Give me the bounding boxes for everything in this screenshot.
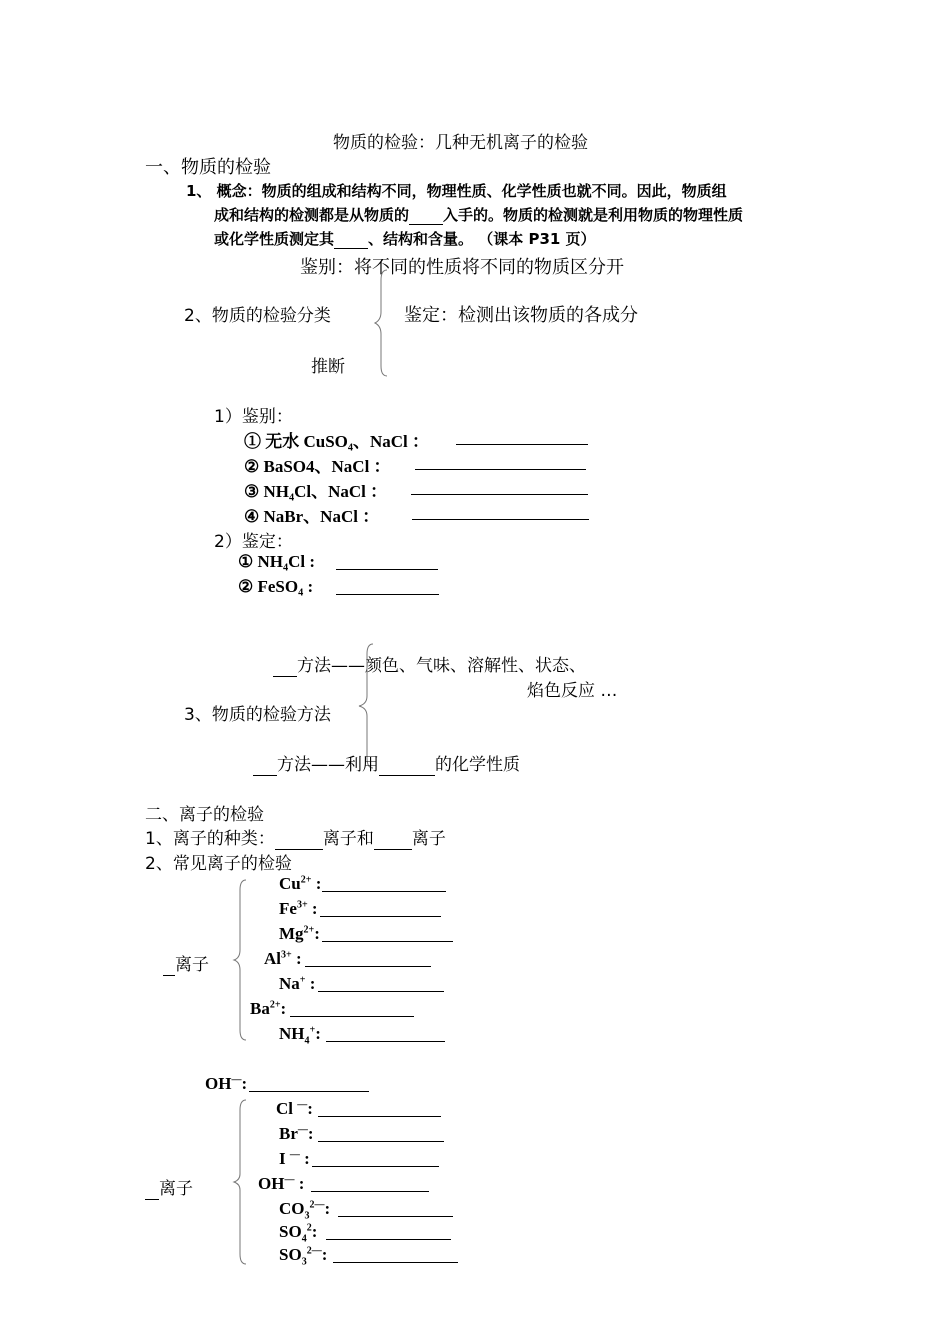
method-2-end: 的化学性质 — [435, 755, 520, 775]
concept-line3-end: 、结构和含量。 （课本 P31 页） — [368, 230, 596, 248]
answer-line — [415, 469, 586, 470]
ion-oh: OH— : — [258, 1174, 305, 1193]
answer-line — [249, 1091, 369, 1092]
brace-icon — [232, 878, 250, 1042]
ion-nh4: $NH_4^+$: — [279, 1024, 321, 1047]
ion-mg: $Mg^{2+}$: — [279, 924, 320, 943]
answer-line — [326, 1239, 451, 1240]
method-1 — [273, 651, 586, 677]
blank-8 — [163, 955, 175, 976]
ion-symbol: Ba — [250, 999, 270, 1018]
identify-item-3 — [244, 477, 387, 502]
ion-al: $Al^{3+}$ : — [264, 949, 302, 968]
item-text: BaSO4、NaCl ： — [263, 457, 391, 476]
ion-oh-top: OH—: — [205, 1074, 248, 1093]
ion-symbol: I — [279, 1149, 286, 1168]
ion-types-start: 1、离子的种类： — [145, 829, 275, 849]
item-number: ① — [244, 432, 261, 451]
ion-so3: $SO_3^{2—}$: — [279, 1245, 328, 1268]
method-1-text: 方法——颜色、气味、溶解性、状态、 — [297, 656, 586, 676]
ion-so4: $SO_4^2$: — [279, 1222, 318, 1245]
concept-line3-start: 或化学性质测定其 — [214, 230, 335, 248]
answer-line — [320, 916, 441, 917]
ion-symbol: Cu — [279, 874, 301, 893]
blank-3 — [273, 656, 297, 677]
answer-line — [326, 1041, 445, 1042]
ion-symbol: SO — [279, 1245, 302, 1264]
answer-line — [318, 991, 444, 992]
identify-heading: 1）鉴别： — [214, 407, 293, 427]
identify-item-2 — [244, 452, 391, 477]
ion-symbol: NH — [279, 1024, 305, 1043]
method-1-cont: 焰色反应 … — [527, 681, 618, 701]
ion-cu: $Cu^{2+}$ : — [279, 874, 322, 893]
blank-5 — [379, 755, 435, 776]
answer-line — [318, 1116, 441, 1117]
brace-icon — [232, 1098, 250, 1266]
ion-symbol: Br — [279, 1124, 298, 1143]
ion-types-mid: 离子和 — [322, 829, 374, 849]
concept-line2 — [214, 204, 743, 225]
item-number: ② — [244, 457, 260, 476]
ion-symbol: OH — [258, 1174, 285, 1193]
section1-heading: 一、物质的检验 — [145, 157, 271, 178]
ion-na: Na+ : — [279, 974, 316, 993]
answer-line — [411, 494, 588, 495]
ion-symbol: Al — [264, 949, 281, 968]
concept-line1: 1、 概念：物质的组成和结构不同，物理性质、化学性质也就不同。因此，物质组 — [186, 182, 727, 200]
answer-line — [336, 594, 439, 595]
item-number: ① — [238, 552, 254, 571]
ion-symbol: CO — [279, 1199, 305, 1218]
ion-types-end: 离子 — [411, 829, 446, 849]
concept-line2-start: 成和结构的检测都是从物质的 — [214, 206, 410, 224]
classification-item-3: 推断 — [311, 357, 345, 377]
concept-line2-end: 入手的。物质的检测就是利用物质的物理性质 — [443, 206, 744, 224]
common-ions-heading: 2、常见离子的检验 — [145, 854, 292, 874]
ion-symbol: Na — [279, 974, 300, 993]
ion-cl: Cl —: — [276, 1099, 313, 1118]
answer-line — [311, 1191, 429, 1192]
answer-line — [322, 891, 446, 892]
answer-line — [336, 569, 438, 570]
answer-line — [312, 1166, 439, 1167]
ion-co3: $CO_3^{2—}$: — [279, 1199, 331, 1222]
answer-line — [305, 966, 431, 967]
answer-line — [412, 519, 589, 520]
identify-item-1 — [244, 427, 429, 452]
ion-ba: $Ba^{2+}$: — [250, 999, 287, 1018]
blank-2 — [334, 230, 368, 249]
concept-line3 — [214, 228, 596, 249]
ion-symbol: Cl — [276, 1099, 293, 1118]
cation-group-text: 离子 — [175, 955, 209, 975]
answer-line — [290, 1016, 414, 1017]
method-2-text: 方法——利用 — [277, 755, 379, 775]
answer-line — [333, 1262, 458, 1263]
item-number: ② — [238, 577, 254, 596]
item-text: FeSO₄ : — [257, 577, 314, 596]
item-text: NH₄Cl、NaCl ： — [263, 482, 388, 501]
ion-symbol: OH — [205, 1074, 232, 1093]
brace-icon — [373, 268, 391, 378]
item-text: 无水 CuSO₄、NaCl ： — [265, 432, 430, 451]
ion-i: I — : — [279, 1149, 310, 1168]
methods-label: 3、物质的检验方法 — [184, 705, 331, 725]
determine-item-1 — [238, 552, 315, 572]
determine-heading: 2）鉴定： — [214, 532, 293, 552]
answer-line — [322, 941, 453, 942]
cation-group-label — [163, 950, 209, 976]
blank-1 — [409, 206, 443, 225]
classification-label: 2、物质的检验分类 — [184, 306, 331, 326]
answer-line — [338, 1216, 453, 1217]
item-text: NH₄Cl : — [257, 552, 316, 571]
ion-fe: $Fe^{3+}$ : — [279, 899, 318, 918]
answer-line — [318, 1141, 444, 1142]
answer-line — [456, 444, 588, 445]
blank-7 — [374, 829, 412, 850]
classification-item-1: 鉴别：将不同的性质将不同的物质区分开 — [300, 257, 624, 278]
blank-6 — [275, 829, 323, 850]
classification-item-2: 鉴定：检测出该物质的各成分 — [404, 305, 638, 326]
method-2 — [253, 750, 520, 776]
item-text: NaBr、NaCl ： — [263, 507, 380, 526]
anion-group-label — [145, 1174, 193, 1200]
page-title: 物质的检验：几种无机离子的检验 — [333, 133, 588, 153]
anion-group-text: 离子 — [159, 1179, 193, 1199]
item-number: ④ — [244, 507, 260, 526]
ion-types — [145, 824, 446, 850]
identify-item-4 — [244, 502, 379, 527]
blank-9 — [145, 1179, 159, 1200]
ion-symbol: Fe — [279, 899, 297, 918]
ion-symbol: SO — [279, 1222, 302, 1241]
ion-symbol: Mg — [279, 924, 304, 943]
blank-4 — [253, 755, 277, 776]
item-number: ③ — [244, 482, 260, 501]
determine-item-2 — [238, 577, 313, 597]
section2-heading: 二、离子的检验 — [145, 805, 264, 825]
ion-br: Br—: — [279, 1124, 314, 1143]
